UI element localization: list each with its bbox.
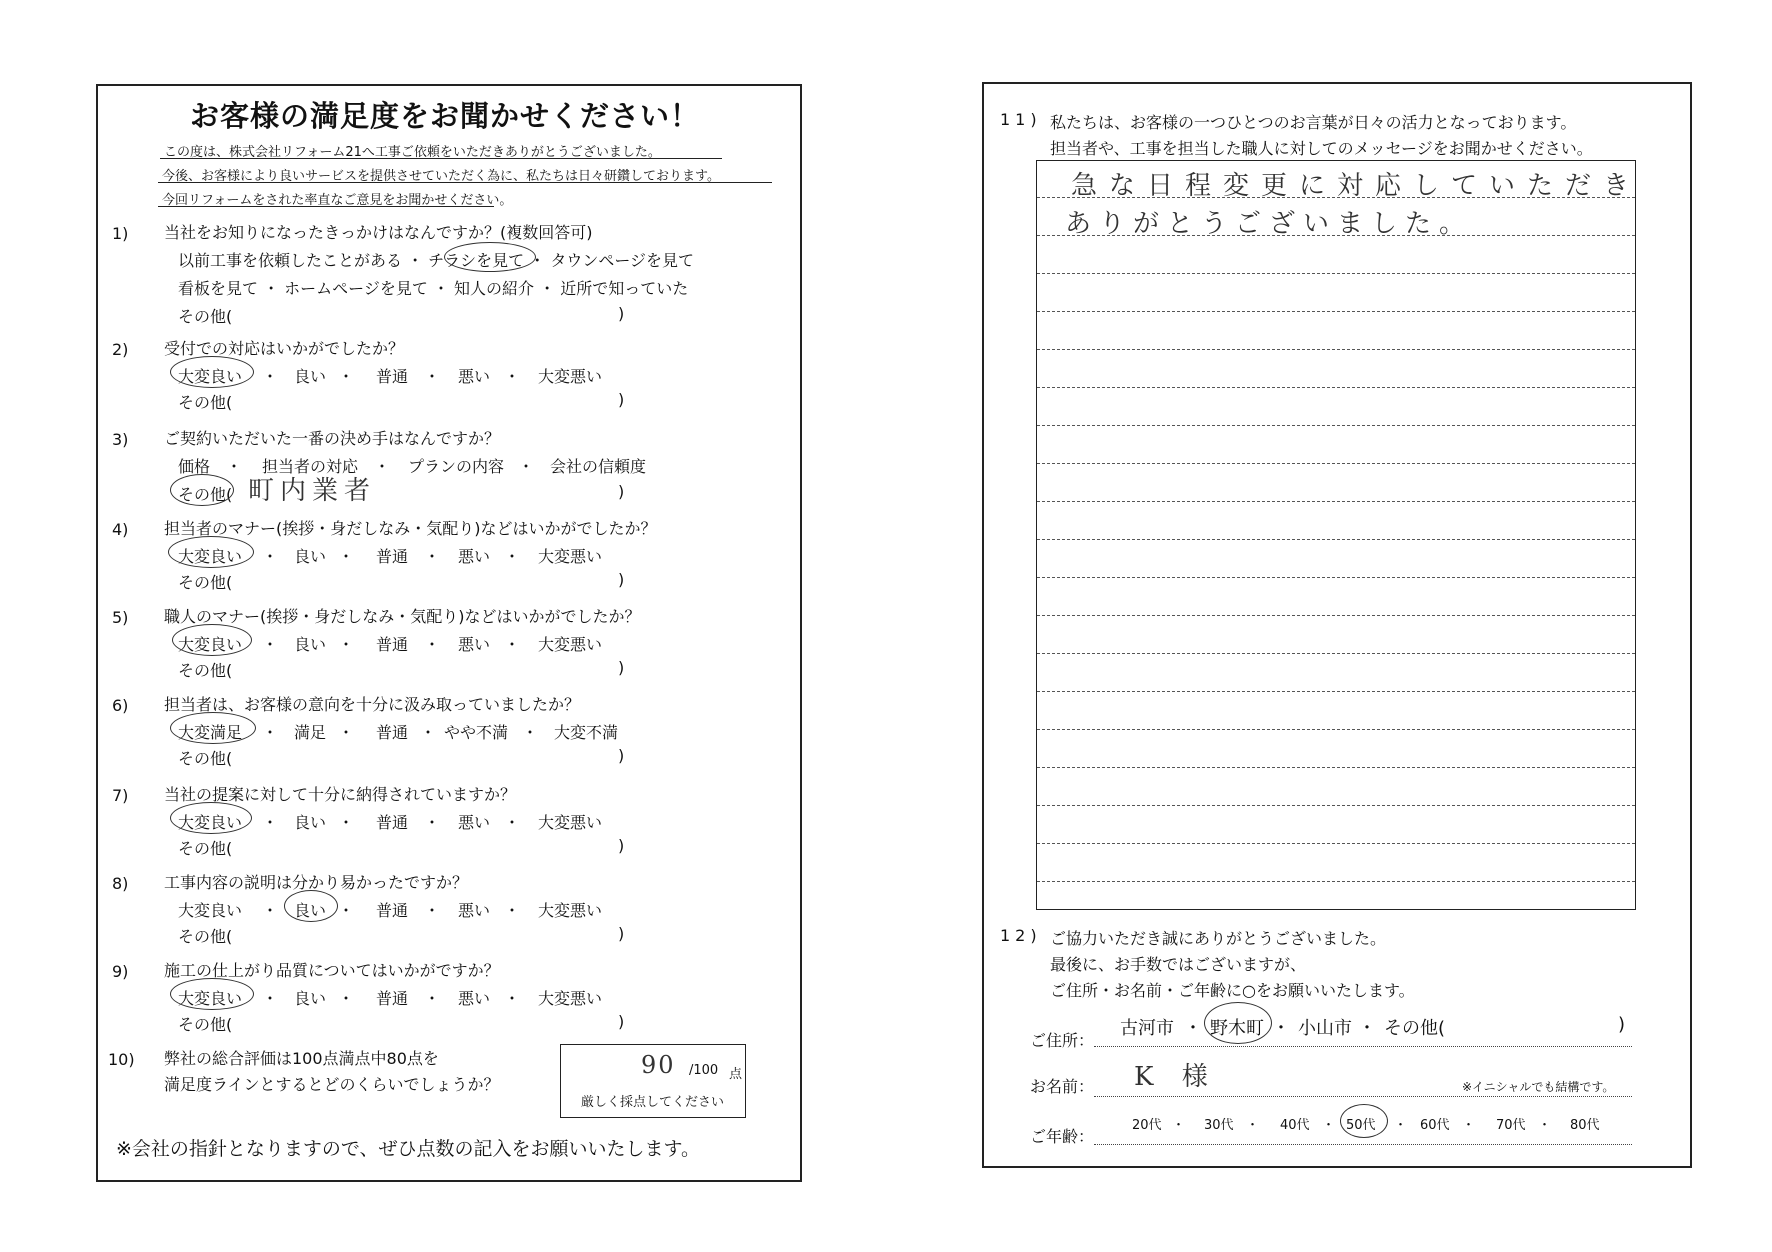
q7-opt-4[interactable]: 悪い: [458, 813, 491, 832]
q4-opt-1[interactable]: 大変良い: [178, 547, 243, 566]
age-selected-circle: [1340, 1104, 1388, 1138]
q7-question: 当社の提案に対して十分に納得されていますか？: [164, 785, 517, 804]
age-opt-5[interactable]: 60代: [1420, 1118, 1450, 1133]
intro-line-3: 今回リフォームをされた率直なご意見をお聞かせください。: [162, 193, 513, 208]
q6-other-label: その他(: [178, 749, 233, 768]
q5-opt-4[interactable]: 悪い: [458, 635, 491, 654]
q7-number: 7): [112, 786, 129, 805]
q2-other-label: その他(: [178, 393, 233, 412]
address-opt-1[interactable]: 古河市: [1120, 1018, 1174, 1039]
q4-opt-2[interactable]: 良い: [294, 547, 327, 566]
age-opt-4[interactable]: 50代: [1346, 1118, 1376, 1133]
q8-opt-3[interactable]: 普通: [376, 901, 409, 920]
q6-opt-5[interactable]: 大変不満: [554, 723, 619, 742]
q5-question: 職人のマナー(挨拶・身だしなみ・気配り)などはいかがでしたか？: [164, 607, 641, 626]
q4-other-close: ): [618, 570, 625, 589]
q8-question: 工事内容の説明は分かり易かったですか？: [164, 873, 469, 892]
q9-opt-3[interactable]: 普通: [376, 989, 409, 1008]
q3-opt-2[interactable]: 担当者の対応: [262, 457, 359, 476]
q6-other-close: ): [618, 746, 625, 765]
q5-other-label: その他(: [178, 661, 233, 680]
intro-line-1: この度は、株式会社リフォーム21へ工事ご依頼をいただきありがとうございました。: [164, 145, 661, 160]
q2-opt-2[interactable]: 良い: [294, 367, 327, 386]
q8-opt-4[interactable]: 悪い: [458, 901, 491, 920]
q6-question: 担当者は、お客様の意向を十分に汲み取っていましたか？: [164, 695, 581, 714]
q6-number: 6): [112, 696, 129, 715]
age-opt-1[interactable]: 20代: [1132, 1118, 1162, 1133]
q10-score-box[interactable]: [560, 1044, 746, 1118]
q9-other-close: ): [618, 1012, 625, 1031]
name-label: お名前：: [1030, 1077, 1095, 1096]
q1-other-close: ): [618, 304, 625, 323]
q11-text-2: 担当者や、工事を担当した職人に対してのメッセージをお聞かせください。: [1050, 139, 1593, 158]
age-label: ご年齢：: [1030, 1127, 1095, 1146]
q3-handwritten-answer: 町内業者: [248, 476, 377, 506]
age-opt-2[interactable]: 30代: [1204, 1118, 1234, 1133]
address-selected-circle: [1204, 1002, 1272, 1044]
q9-number: 9): [112, 962, 129, 981]
address-label: ご住所：: [1030, 1031, 1095, 1050]
q6-opt-4[interactable]: やや不満: [444, 723, 509, 742]
q1-number: 1): [112, 224, 129, 243]
q5-opt-1[interactable]: 大変良い: [178, 635, 243, 654]
q7-other-close: ): [618, 836, 625, 855]
q2-number: 2): [112, 340, 129, 359]
q7-opt-5[interactable]: 大変悪い: [538, 813, 603, 832]
q2-selected-circle: [170, 356, 254, 388]
address-other-label[interactable]: その他(: [1384, 1018, 1446, 1039]
q9-opt-1[interactable]: 大変良い: [178, 989, 243, 1008]
q10-text-2: 満足度ラインとするとどのくらいでしょうか？: [164, 1075, 500, 1094]
q9-other-label: その他(: [178, 1015, 233, 1034]
q4-opt-3[interactable]: 普通: [376, 547, 409, 566]
q7-opt-3[interactable]: 普通: [376, 813, 409, 832]
address-opt-3[interactable]: 小山市: [1298, 1018, 1352, 1039]
q9-question: 施工の仕上がり品質についてはいかがですか？: [164, 961, 500, 980]
q3-selected-circle: [170, 474, 234, 506]
q3-opt-4[interactable]: 会社の信頼度: [550, 457, 647, 476]
q2-question: 受付での対応はいかがでしたか？: [164, 339, 405, 358]
q5-other-close: ): [618, 658, 625, 677]
q12-text-3: ご住所・お名前・ご年齢に○をお願いいたします。: [1050, 981, 1415, 1000]
q10-score-value: 90: [641, 1051, 676, 1079]
q3-opt-1[interactable]: 価格: [178, 457, 211, 476]
age-opt-6[interactable]: 70代: [1496, 1118, 1526, 1133]
q3-other-label[interactable]: その他(: [178, 485, 233, 504]
q3-question: ご契約いただいた一番の決め手はなんですか？: [164, 429, 501, 448]
left-survey-panel: お客様の満足度をお聞かせください！ この度は、株式会社リフォーム21へ工事ご依頼をいただきありがとうございました。 今後、お客様により良いサービスを提供させていただく為に、私たちは日々研鑽しております。 今回リフォームをされた率直なご意見をお聞かせください。 1) 当社をお知りになったきっかけはなんですか？(複数回答可) 以前工事を依頼したことがある ・ チラシを見て ・ タウンページを見て 看板を見て ・ ホームページを見て ・ 知人の紹介 ・ 近所で知っていた その他( ) 2) 受付での対応はいかがでしたか？ 大変良い ・ 良い ・ 普通 ・ 悪い ・ 大変悪い その他( ) 3) ご契約いただいた一番の決め手はなんですか？ 価格 ・ 担当者の対応 ・ プランの内容 ・ 会社の信頼度 その他( 町内業者 ) 4) 担当者のマナー(挨拶・身だしなみ・気配り)などはいかがでしたか？ 大変良い ・ 良い ・ 普通 ・ 悪い ・ 大変悪い その他( ) 5) 職人のマナー(挨拶・身だしなみ・気配り)などはいかがでしたか？ 大変良い ・ 良い ・ 普通 ・ 悪い ・ 大変悪い その他( ) 6) 担当者は、お客様の意向を十分に汲み取っていましたか？ 大変満足 ・ 満足 ・ 普通 ・ やや不満 ・ 大変不満 その他( ) 7) 当社の提案に対して十分に納得されていますか？ 大変良い ・ 良い ・ 普通 ・ 悪い ・ 大変悪い その他( ) 8) 工事内容の説明は分かり易かったですか？ 大変良い ・ 良い ・ 普通 ・ 悪い ・ 大変悪い その他( ) 9) 施工の仕上がり品質についてはいかがですか？ 大変良い ・ 良い ・ 普通 ・ 悪い ・ 大変悪い その他( ) 10) 弊社の総合評価は100点満点中80点を 満足度ラインとするとどのくらいでしょうか？ 90 /100 点 厳しく採点してください ※会社の指針となりますので、ぜひ点数の記入をお願いいたします。: [96, 84, 802, 1182]
address-other-close: ): [1618, 1014, 1626, 1035]
q1-question: 当社をお知りになったきっかけはなんですか？(複数回答可): [164, 223, 593, 242]
q4-opt-4[interactable]: 悪い: [458, 547, 491, 566]
q4-other-label: その他(: [178, 573, 233, 592]
right-survey-panel: 11) 私たちは、お客様の一つひとつのお言葉が日々の活力となっております。 担当者や、工事を担当した職人に対してのメッセージをお聞かせください。 急な日程変更に対応していただき ありがとうございました。 12) ご協力いただき誠にありがとうございました。 最後に、お手数ではございますが、 ご住所・お名前・ご年齢に○をお願いいたします。 ご住所： 古河市 ・ 野木町 ・ 小山市 ・ その他( ) お名前： K 様 ※イニシャルでも結構です。 ご年齢： 20代 ・ 30代 ・ 40代 ・ 50代 ・ 60代 ・ 70代 ・ 80代: [982, 82, 1692, 1168]
q6-opt-2[interactable]: 満足: [294, 723, 327, 742]
name-value[interactable]: K 様: [1134, 1062, 1218, 1092]
q2-other-close: ): [618, 390, 625, 409]
q3-opt-3[interactable]: プランの内容: [408, 457, 505, 476]
age-opt-7[interactable]: 80代: [1570, 1118, 1600, 1133]
q10-number: 10): [108, 1050, 135, 1069]
q3-other-close: ): [618, 482, 625, 501]
q6-opt-3[interactable]: 普通: [376, 723, 409, 742]
q12-text-1: ご協力いただき誠にありがとうございました。: [1050, 929, 1387, 948]
q7-other-label: その他(: [178, 839, 233, 858]
name-note: ※イニシャルでも結構です。: [1462, 1080, 1615, 1094]
q5-opt-3[interactable]: 普通: [376, 635, 409, 654]
q2-opt-3[interactable]: 普通: [376, 367, 409, 386]
address-opt-2[interactable]: 野木町: [1210, 1018, 1264, 1039]
age-opt-3[interactable]: 40代: [1280, 1118, 1310, 1133]
q4-selected-circle: [168, 536, 254, 568]
q10-score-unit: 点: [729, 1067, 743, 1082]
q10-text-1: 弊社の総合評価は100点満点中80点を: [164, 1049, 439, 1068]
q8-other-label: その他(: [178, 927, 233, 946]
q5-opt-2[interactable]: 良い: [294, 635, 327, 654]
q4-number: 4): [112, 520, 129, 539]
q2-opt-4[interactable]: 悪い: [458, 367, 491, 386]
q1-options-row2[interactable]: 看板を見て ・ ホームページを見て ・ 知人の紹介 ・ 近所で知っていた: [178, 279, 689, 298]
q8-number: 8): [112, 874, 129, 893]
q4-question: 担当者のマナー(挨拶・身だしなみ・気配り)などはいかがでしたか？: [164, 519, 657, 538]
left-footer-note: ※会社の指針となりますので、ぜひ点数の記入をお願いいたします。: [116, 1138, 701, 1160]
q5-number: 5): [112, 608, 129, 627]
q8-opt-1[interactable]: 大変良い: [178, 901, 243, 920]
q7-opt-1[interactable]: 大変良い: [178, 813, 243, 832]
message-box[interactable]: [1036, 160, 1642, 910]
q8-other-close: ): [618, 924, 625, 943]
q2-opt-5[interactable]: 大変悪い: [538, 367, 603, 386]
q9-opt-5[interactable]: 大変悪い: [538, 989, 603, 1008]
q7-opt-2[interactable]: 良い: [294, 813, 327, 832]
q3-number: 3): [112, 430, 129, 449]
q5-selected-circle: [172, 624, 252, 656]
q9-selected-circle: [170, 978, 254, 1010]
q1-options-row1[interactable]: 以前工事を依頼したことがある ・ チラシを見て ・ タウンページを見て: [178, 251, 695, 270]
q1-other-label: その他(: [178, 307, 233, 326]
q11-text-1: 私たちは、お客様の一つひとつのお言葉が日々の活力となっております。: [1050, 113, 1577, 132]
message-line-2: ありがとうございました。: [1065, 209, 1474, 239]
survey-title: お客様の満足度をお聞かせください！: [190, 99, 701, 133]
q10-score-max: /100: [689, 1063, 719, 1078]
q5-opt-5[interactable]: 大変悪い: [538, 635, 603, 654]
q1-selected-circle: [444, 242, 536, 272]
q8-opt-5[interactable]: 大変悪い: [538, 901, 603, 920]
message-line-1: 急な日程変更に対応していただき: [1071, 171, 1642, 201]
q4-opt-5[interactable]: 大変悪い: [538, 547, 603, 566]
q6-selected-circle: [170, 712, 256, 744]
q2-opt-1[interactable]: 大変良い: [178, 367, 243, 386]
q10-score-note: 厳しく採点してください: [581, 1095, 725, 1110]
q8-opt-2[interactable]: 良い: [294, 901, 327, 920]
q12-text-2: 最後に、お手数ではございますが、: [1050, 955, 1307, 974]
q9-opt-2[interactable]: 良い: [294, 989, 327, 1008]
q12-number: 12): [1000, 926, 1042, 945]
q7-selected-circle: [170, 802, 252, 834]
q11-number: 11): [1000, 110, 1042, 129]
q8-selected-circle: [284, 890, 338, 922]
q6-opt-1[interactable]: 大変満足: [178, 723, 243, 742]
q9-opt-4[interactable]: 悪い: [458, 989, 491, 1008]
intro-line-2: 今後、お客様により良いサービスを提供させていただく為に、私たちは日々研鑽しております。: [162, 169, 720, 184]
